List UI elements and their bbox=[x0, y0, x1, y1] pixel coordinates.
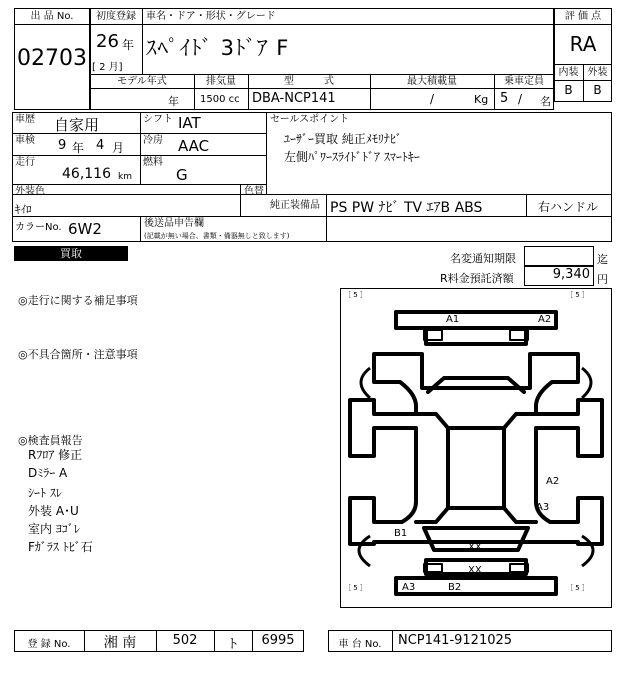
aircon-label: 冷房 bbox=[143, 135, 163, 146]
exterior-color-label: 外装色 bbox=[15, 186, 45, 197]
defects-notes-label: ◎不具合箇所・注意事項 bbox=[18, 348, 138, 361]
notice-label: 名変通知期限 bbox=[450, 252, 516, 265]
inspector-report-item: ｼｰﾄ ｽﾚ bbox=[28, 486, 62, 500]
shift-label: シフト bbox=[143, 114, 173, 125]
recycle-value: 9,340 bbox=[552, 267, 590, 282]
registration-month: [ 2 月] bbox=[92, 62, 123, 73]
color-no: 6W2 bbox=[68, 220, 102, 238]
sales-points-line2: 左側ﾊﾟﾜｰｽﾗｲﾄﾞﾄﾞｱ ｽﾏｰﾄｷｰ bbox=[284, 150, 420, 164]
grade-label: 評 価 点 bbox=[564, 11, 602, 22]
history-label: 車歴 bbox=[15, 114, 35, 125]
model: DBA-NCP141 bbox=[252, 91, 336, 106]
mileage-label: 走行 bbox=[15, 157, 35, 168]
shaken-month-unit: 月 bbox=[112, 141, 125, 155]
shaken-month: 4 bbox=[96, 138, 105, 153]
shift: IAT bbox=[178, 114, 201, 132]
max-load-label: 最大積載量 bbox=[407, 76, 457, 87]
registration-label: 初度登録 bbox=[96, 11, 136, 22]
equipment-label: 純正装備品 bbox=[270, 200, 320, 211]
aftermarket-note: (記載が無い場合、書類・備器無しと致します) bbox=[144, 232, 290, 240]
inspector-report-item: Dﾐﾗｰ A bbox=[28, 466, 68, 480]
damage-mark: A3 bbox=[536, 502, 550, 513]
shaken-year: 9 bbox=[58, 138, 67, 153]
registration-year-unit: 年 bbox=[122, 38, 135, 52]
model-year-label: モデル年式 bbox=[117, 76, 167, 87]
exterior-grade-label: 外装 bbox=[587, 67, 608, 78]
shaken-year-unit: 年 bbox=[72, 141, 85, 155]
title-label: 車名・ドア・形状・グレード bbox=[146, 11, 276, 22]
aftermarket-label: 後送品申告欄 bbox=[144, 218, 204, 229]
damage-mark: XX bbox=[468, 565, 482, 576]
equipment: PS PW ﾅﾋﾞ TV ｴｱB ABS bbox=[330, 200, 483, 216]
inspector-report-item: Fｶﾞﾗｽ ﾄﾋﾞ石 bbox=[28, 540, 93, 554]
diagram-corner-label: ［ 5 ］ bbox=[344, 584, 367, 592]
max-load-unit: Kg bbox=[474, 93, 489, 106]
plate-number: 6995 bbox=[261, 633, 295, 648]
notice-unit: 迄 bbox=[597, 253, 608, 266]
recycle-label: R料金預託済額 bbox=[440, 272, 514, 285]
damage-mark: XX bbox=[468, 542, 482, 553]
lot-label: 出 品 No. bbox=[30, 11, 74, 22]
recycle-unit: 円 bbox=[597, 273, 608, 286]
diagram-corner-label: ［ 5 ］ bbox=[344, 291, 367, 299]
driving-notes-label: ◎走行に関する補足事項 bbox=[18, 294, 138, 307]
chassis-label: 車 台 No. bbox=[338, 639, 382, 650]
history: 自家用 bbox=[54, 116, 100, 134]
capacity: 5 bbox=[500, 91, 509, 106]
chassis-number: NCP141-9121025 bbox=[398, 633, 513, 648]
damage-mark: A3 bbox=[402, 582, 416, 593]
plate-kana: ト bbox=[226, 637, 240, 652]
inspector-report-item: 室内 ﾖｺﾞﾚ bbox=[28, 522, 80, 536]
damage-mark: B1 bbox=[394, 528, 408, 539]
inspector-notes-label: ◎検査員報告 bbox=[18, 434, 83, 447]
exterior-color: ｷｲﾛ bbox=[15, 203, 32, 216]
diagram-corner-label: ［ 5 ］ bbox=[566, 291, 589, 299]
damage-mark: A2 bbox=[546, 476, 560, 487]
model-label: 型 式 bbox=[284, 76, 334, 87]
max-load: / bbox=[430, 92, 435, 106]
inspector-report-item: 外装 A･U bbox=[28, 504, 79, 518]
interior-grade: B bbox=[564, 83, 573, 97]
damage-mark: A2 bbox=[538, 314, 552, 325]
color-no-label: カラーNo. bbox=[15, 222, 62, 233]
car-name: ｽﾍﾟｲﾄﾞ 3ﾄﾞｱ F bbox=[146, 36, 290, 60]
car-damage-diagram bbox=[340, 288, 612, 608]
plate-label: 登 録 No. bbox=[27, 639, 71, 650]
mileage-unit: km bbox=[118, 172, 132, 182]
steering: 右ハンドル bbox=[538, 200, 599, 214]
exterior-grade: B bbox=[593, 83, 602, 97]
model-year-unit: 年 bbox=[168, 95, 179, 108]
capacity-sep: / bbox=[518, 92, 523, 106]
sales-points-line1: ﾕｰｻﾞｰ買取 純正ﾒﾓﾘﾅﾋﾞ bbox=[284, 132, 402, 146]
capacity-label: 乗車定員 bbox=[504, 76, 544, 87]
diagram-corner-label: ［ 5 ］ bbox=[566, 584, 589, 592]
repaint-label: 色替 bbox=[244, 186, 264, 197]
capacity-unit: 名 bbox=[540, 95, 551, 108]
displacement-label: 排気量 bbox=[206, 76, 236, 87]
lot-number: 02703 bbox=[17, 46, 87, 71]
plate-class: 502 bbox=[172, 633, 198, 648]
fuel-label: 燃料 bbox=[143, 157, 163, 168]
damage-mark: B2 bbox=[448, 582, 462, 593]
notice-field bbox=[524, 246, 594, 266]
grade-value: RA bbox=[569, 32, 597, 56]
damage-mark: A1 bbox=[446, 314, 460, 325]
fuel: G bbox=[176, 166, 188, 184]
aircon: AAC bbox=[178, 137, 210, 155]
plate-area: 湘 南 bbox=[103, 635, 137, 651]
inspector-report-item: Rﾌﾛｱ 修正 bbox=[28, 448, 83, 462]
purchase-badge-label: 買取 bbox=[60, 247, 82, 260]
interior-grade-label: 内装 bbox=[558, 67, 579, 78]
displacement: 1500 cc bbox=[200, 94, 240, 105]
registration-year: 26 bbox=[96, 31, 119, 52]
sales-points-label: セールスポイント bbox=[270, 114, 350, 125]
mileage: 46,116 bbox=[62, 166, 111, 182]
shaken-label: 車検 bbox=[15, 135, 35, 146]
